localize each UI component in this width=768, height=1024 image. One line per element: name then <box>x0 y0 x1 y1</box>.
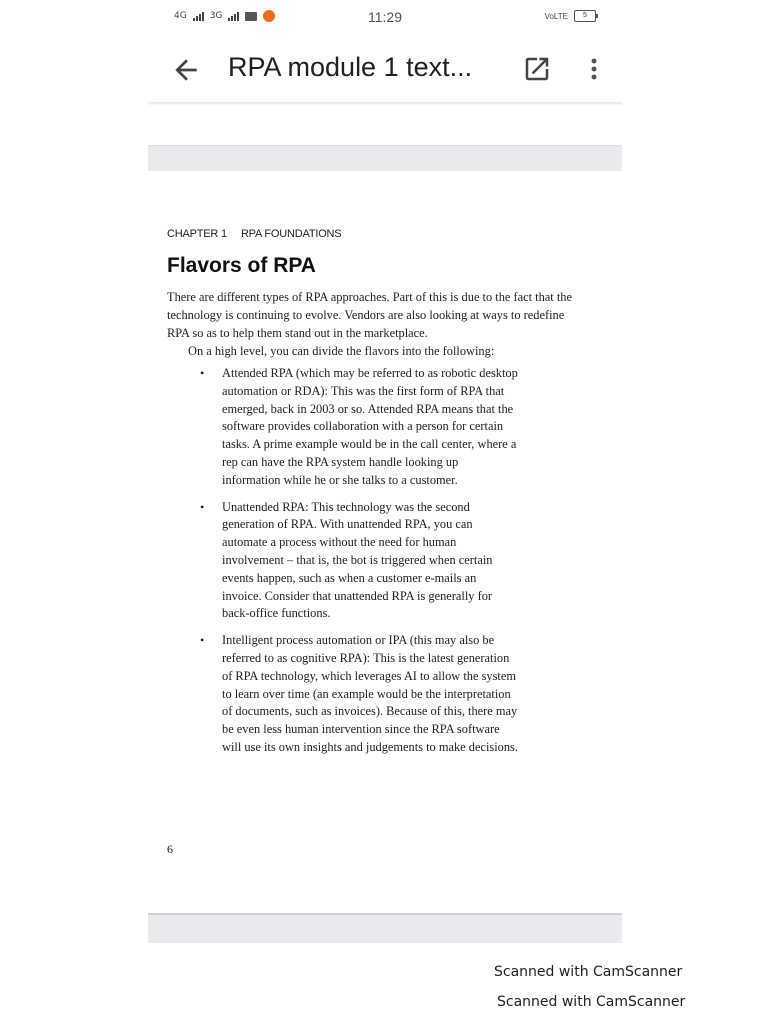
status-bar <box>148 0 622 36</box>
battery-icon <box>574 10 596 22</box>
camscanner-watermark: Scanned with CamScanner <box>494 964 683 980</box>
paragraph: There are different types of RPA approaches. Part of this is due to the fact that the technology is continuing to evolve. Vendors are also looking at ways to redefine RPA so as to help them stand out in the marketplace. <box>167 290 572 340</box>
battery-level: 5 <box>583 12 587 19</box>
document-page[interactable] <box>148 171 622 913</box>
volte-label: VoLTE <box>544 11 568 21</box>
document-title: RPA module 1 text... <box>228 52 473 82</box>
bullet-item: • Intelligent process automation or IPA (this may also be referred to as cognitive RPA): This is the latest generation of RPA technology, which leverages AI to allow the system to learn over time (an example would be the interpretation of documents, such as invoices). Because of this, there may be even less human intervention since the RPA software will use its own insights and judgements to make decisions. <box>198 632 518 757</box>
back-arrow-icon[interactable] <box>170 54 202 86</box>
open-in-new-icon[interactable] <box>522 54 552 84</box>
page-separator-bottom <box>148 913 622 943</box>
network-label-2: 3G <box>209 11 223 21</box>
chapter-name: RPA FOUNDATIONS <box>240 228 342 240</box>
bullet-list <box>198 365 518 766</box>
body-text <box>167 288 577 360</box>
bullet-item: • Attended RPA (which may be referred to as robotic desktop automation or RDA): This was the first form of RPA that emerged, back in 2003 or so. Attended RPA means that the software provides collaboration with a person for certain tasks. A prime example would be in the call center, where a rep can have the RPA system handle looking up information while he or she talks to a customer. <box>198 365 518 490</box>
chapter-header <box>167 228 341 240</box>
app-bar-divider <box>148 102 622 106</box>
network-label-1: 4G <box>174 11 187 21</box>
chapter-label: CHAPTER 1 <box>167 228 227 240</box>
camscanner-watermark: Scanned with CamScanner <box>497 994 686 1010</box>
app-bar <box>148 38 622 102</box>
paragraph: On a high level, you can divide the flavors into the following: <box>188 344 495 358</box>
section-title: Flavors of RPA <box>167 254 316 277</box>
bullet-item: • Unattended RPA: This technology was the second generation of RPA. With unattended RPA, you can automate a process without the need for human involvement – that is, the bot is triggered when certain events happen, such as when a customer e-mails an invoice. Consider that unattended RPA is generally for back-office functions. <box>198 499 518 624</box>
status-right <box>545 10 596 22</box>
page-separator-top <box>148 145 622 172</box>
phone-screen <box>148 0 622 945</box>
more-vert-icon[interactable] <box>582 54 606 84</box>
page-number: 6 <box>167 842 173 856</box>
status-time: 11:29 <box>368 9 402 25</box>
